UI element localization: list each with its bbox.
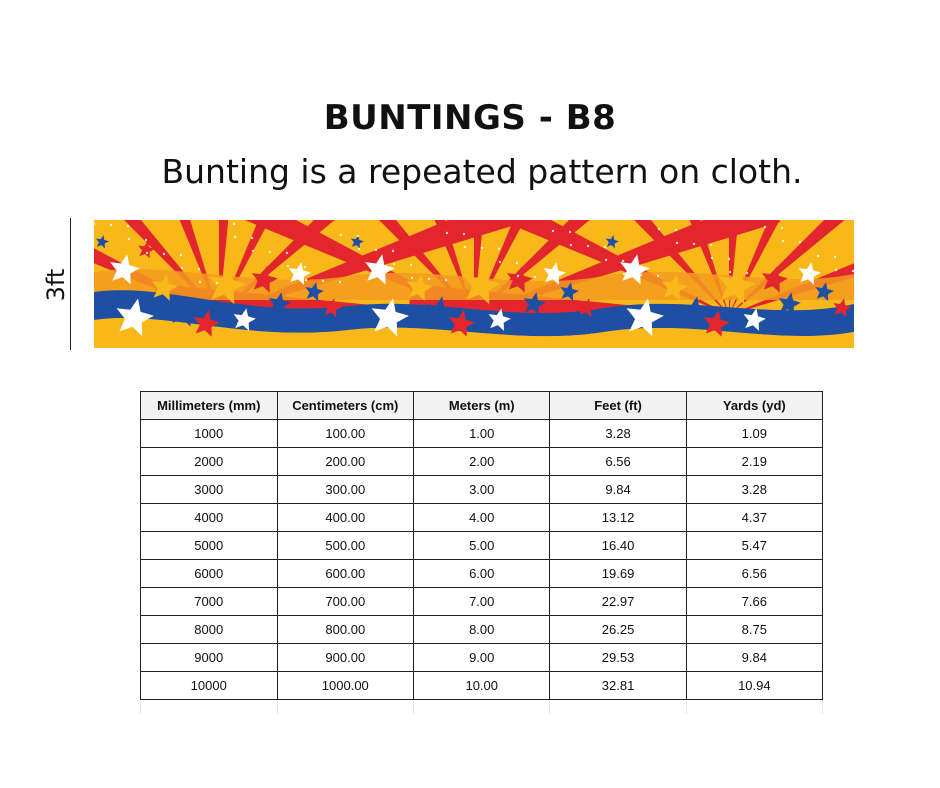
table-row <box>141 476 823 504</box>
table-cell: 5.47 <box>686 532 822 560</box>
table-cell: 10.00 <box>414 672 550 700</box>
table-padding-row <box>141 700 823 715</box>
table-cell: 16.40 <box>550 532 686 560</box>
table-cell: 100.00 <box>277 420 414 448</box>
table-cell: 9000 <box>141 644 278 672</box>
table-cell: 3.00 <box>414 476 550 504</box>
table-cell: 8000 <box>141 616 278 644</box>
table-cell: 7000 <box>141 588 278 616</box>
table-padding-cell <box>414 700 550 715</box>
page-title: BUNTINGS - B8 <box>323 98 617 138</box>
table-cell: 29.53 <box>550 644 686 672</box>
table-cell: 4.37 <box>686 504 822 532</box>
conversion-table <box>140 391 823 714</box>
table-row <box>141 560 823 588</box>
table-cell: 9.00 <box>414 644 550 672</box>
table-row <box>141 420 823 448</box>
table-cell: 4000 <box>141 504 278 532</box>
table-cell: 3.28 <box>550 420 686 448</box>
column-header: Millimeters (mm) <box>141 392 278 420</box>
bunting-banner-image <box>94 220 854 348</box>
table-row <box>141 532 823 560</box>
table-padding-cell <box>141 700 278 715</box>
table-header-row <box>141 392 823 420</box>
table-cell: 6.56 <box>550 448 686 476</box>
column-header: Meters (m) <box>414 392 550 420</box>
table-cell: 4.00 <box>414 504 550 532</box>
table-cell: 13.12 <box>550 504 686 532</box>
table-cell: 300.00 <box>277 476 414 504</box>
table-cell: 6.00 <box>414 560 550 588</box>
table-cell: 9.84 <box>550 476 686 504</box>
table-cell: 900.00 <box>277 644 414 672</box>
table-cell: 3.28 <box>686 476 822 504</box>
table-cell: 10.94 <box>686 672 822 700</box>
table-cell: 6000 <box>141 560 278 588</box>
table-padding-cell <box>550 700 686 715</box>
table-cell: 7.66 <box>686 588 822 616</box>
table-cell: 9.84 <box>686 644 822 672</box>
table-padding-cell <box>277 700 414 715</box>
table-cell: 800.00 <box>277 616 414 644</box>
table-row <box>141 588 823 616</box>
table-cell: 5000 <box>141 532 278 560</box>
bunting-pattern <box>94 220 854 348</box>
table-cell: 8.75 <box>686 616 822 644</box>
table-cell: 3000 <box>141 476 278 504</box>
table-cell: 1000.00 <box>277 672 414 700</box>
table-row <box>141 672 823 700</box>
table-cell: 700.00 <box>277 588 414 616</box>
table-cell: 600.00 <box>277 560 414 588</box>
table-cell: 200.00 <box>277 448 414 476</box>
table-cell: 6.56 <box>686 560 822 588</box>
table-row <box>141 616 823 644</box>
table-cell: 2.19 <box>686 448 822 476</box>
table-cell: 1000 <box>141 420 278 448</box>
table-cell: 26.25 <box>550 616 686 644</box>
table-cell: 10000 <box>141 672 278 700</box>
table-cell: 400.00 <box>277 504 414 532</box>
column-header: Yards (yd) <box>686 392 822 420</box>
table-cell: 5.00 <box>414 532 550 560</box>
table-cell: 32.81 <box>550 672 686 700</box>
table-row <box>141 448 823 476</box>
table-cell: 1.09 <box>686 420 822 448</box>
table-cell: 7.00 <box>414 588 550 616</box>
table-padding-cell <box>686 700 822 715</box>
table-cell: 2.00 <box>414 448 550 476</box>
table-cell: 1.00 <box>414 420 550 448</box>
page-subtitle: Bunting is a repeated pattern on cloth. <box>161 152 803 191</box>
column-header: Centimeters (cm) <box>277 392 414 420</box>
table-cell: 19.69 <box>550 560 686 588</box>
column-header: Feet (ft) <box>550 392 686 420</box>
table-cell: 8.00 <box>414 616 550 644</box>
table-cell: 22.97 <box>550 588 686 616</box>
table-row <box>141 504 823 532</box>
table-cell: 2000 <box>141 448 278 476</box>
table-row <box>141 644 823 672</box>
table-cell: 500.00 <box>277 532 414 560</box>
height-dimension-label: 3ft <box>42 268 70 302</box>
